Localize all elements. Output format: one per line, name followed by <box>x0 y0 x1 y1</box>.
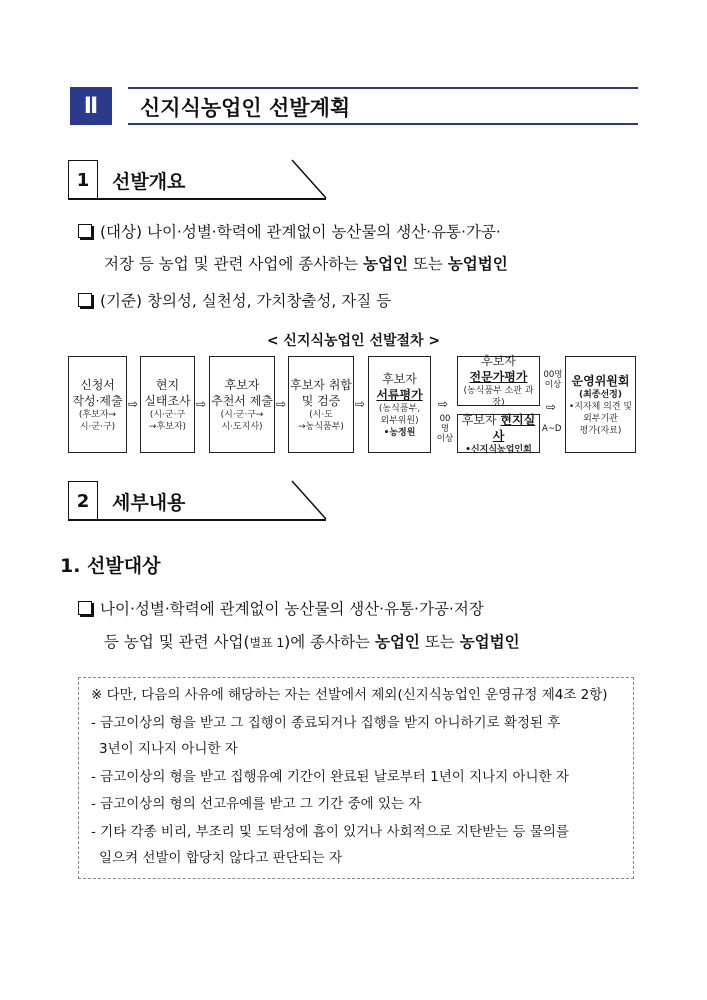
section-rule-bottom <box>128 123 638 125</box>
overview-target-line1: (대상) 나이·성별·학력에 관계없이 농산물의 생산·유통·가공· <box>78 217 501 247</box>
section-number: Ⅱ <box>70 87 112 125</box>
flow-step-expert-review: 후보자 전문가평가 (농식품부 소관 과장) <box>457 356 540 406</box>
checkbox-bullet-icon <box>78 293 92 307</box>
target-line1: 나이·성별·학력에 관계없이 농산물의 생산·유통·가공·저장 <box>78 594 484 624</box>
flow-step-collect: 후보자 취합 및 검증 (시·도 →농식품부) <box>288 356 354 453</box>
flow-step-document-review: 후보자 서류평가 (농식품부, 외부위원) •농정원 <box>368 356 431 453</box>
flow-step-site-inspection: 후보자 현지실사 •신지식농업인회 <box>457 414 540 453</box>
note-line: - 금고이상의 형을 받고 집행유예 기간이 완료된 날로부터 1년이 지나지 아니한 자 <box>91 769 569 785</box>
tab2-label: 세부내용 <box>112 492 186 514</box>
flow-arrow-icon: ⇨ <box>546 400 557 414</box>
flow-step-inspection: 현지 실태조사 (시·군·구 →후보자) <box>140 356 195 453</box>
flow-step-recommend: 후보자 추천서 제출 (시·군·구→ 시·도지사) <box>209 356 275 453</box>
flow-condition-1: 00명 이상 <box>436 414 454 444</box>
note-line: - 금고이상의 형의 선고유예를 받고 그 기간 중에 있는 자 <box>91 796 422 812</box>
flow-arrow-icon: ⇨ <box>196 397 207 411</box>
overview-criteria: (기준) 창의성, 실천성, 가치창출성, 자질 등 <box>78 286 391 316</box>
checkbox-bullet-icon <box>78 601 92 615</box>
flowchart-title: < 신지식농업인 선발절차 > <box>266 333 441 349</box>
note-line: - 기타 각종 비리, 부조리 및 도덕성에 흠이 있거나 사회적으로 지탄받는 등 물의를 <box>91 824 569 840</box>
tab1-underline <box>68 198 326 200</box>
flow-arrow-icon: ⇨ <box>355 397 366 411</box>
note-line: - 금고이상의 형을 받고 그 집행이 종료되거나 집행을 받지 아니하기로 확정된 후 <box>91 715 561 731</box>
flow-condition-3: A~D <box>542 424 562 434</box>
target-line2: 등 농업 및 관련 사업(별표 1)에 종사하는 농업인 또는 농업법인 <box>104 633 520 651</box>
tab1-number: 1 <box>68 160 98 200</box>
note-line: 3년이 지나지 아니한 자 <box>99 741 238 757</box>
subheading-selection-target: 1. 선발대상 <box>60 555 161 577</box>
tab2-underline <box>68 519 326 521</box>
note-line: ※ 다만, 다음의 사유에 해당하는 자는 선발에서 제외(신지식농업인 운영규정 제4조 2항) <box>91 687 608 703</box>
section-title: 신지식농업인 선발계획 <box>140 96 351 120</box>
flow-step-committee: 운영위원회 (최종선정) •지자체 의견 및 외부기관 평가(자료) <box>565 356 636 453</box>
tab2-number: 2 <box>68 481 98 521</box>
note-line: 일으켜 선발이 합당치 않다고 판단되는 자 <box>99 850 343 866</box>
flow-arrow-icon: ⇨ <box>276 397 287 411</box>
tab1-slant <box>290 158 330 200</box>
flow-condition-2: 00명 이상 <box>543 370 563 390</box>
flow-arrow-icon: ⇨ <box>128 397 139 411</box>
tab1-label: 선발개요 <box>112 171 186 193</box>
exclusion-note-box <box>78 677 634 879</box>
section-rule-top <box>128 87 638 89</box>
checkbox-bullet-icon <box>78 224 92 238</box>
flow-step-apply: 신청서 작성·제출 (후보자→ 시·군·구) <box>68 356 127 453</box>
flow-arrow-icon: ⇨ <box>438 397 449 411</box>
overview-target-line2: 저장 등 농업 및 관련 사업에 종사하는 농업인 또는 농업법인 <box>104 255 508 273</box>
tab2-slant <box>290 479 330 521</box>
